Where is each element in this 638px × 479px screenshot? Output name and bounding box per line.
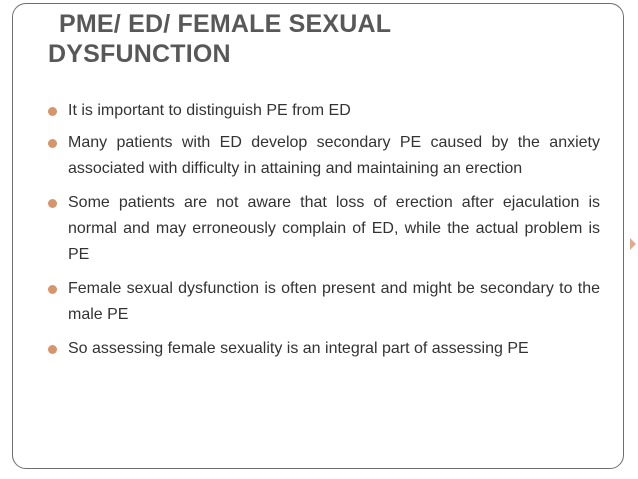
bullet-text: Many patients with ED develop secondary PE caused by the anxiety associated with difficulty in attaining and maintaining an erection — [68, 134, 600, 177]
slide-title — [48, 9, 568, 69]
bullet-item-1 — [48, 98, 600, 124]
bullet-icon — [48, 107, 57, 116]
bullet-item-4 — [48, 276, 600, 328]
bullet-item-5 — [48, 336, 600, 362]
next-slide-arrow-icon[interactable] — [630, 238, 636, 250]
bullet-icon — [48, 199, 57, 208]
bullet-icon — [48, 139, 57, 148]
slide-title-line-2: DYSFUNCTION — [48, 40, 231, 68]
bullet-item-2 — [48, 130, 600, 182]
bullet-list — [48, 98, 600, 370]
bullet-icon — [48, 285, 57, 294]
bullet-text: Some patients are not aware that loss of erection after ejaculation is normal and may erroneously complain of ED, while the actual problem is PE — [68, 194, 600, 263]
bullet-text: So assessing female sexuality is an integral part of assessing PE — [68, 340, 529, 357]
bullet-item-3 — [48, 190, 600, 268]
bullet-text: Female sexual dysfunction is often present and might be secondary to the male PE — [68, 280, 600, 323]
bullet-icon — [48, 345, 57, 354]
slide-title-line-1: PME/ ED/ FEMALE SEXUAL — [59, 10, 392, 38]
bullet-text: It is important to distinguish PE from ED — [68, 102, 351, 119]
